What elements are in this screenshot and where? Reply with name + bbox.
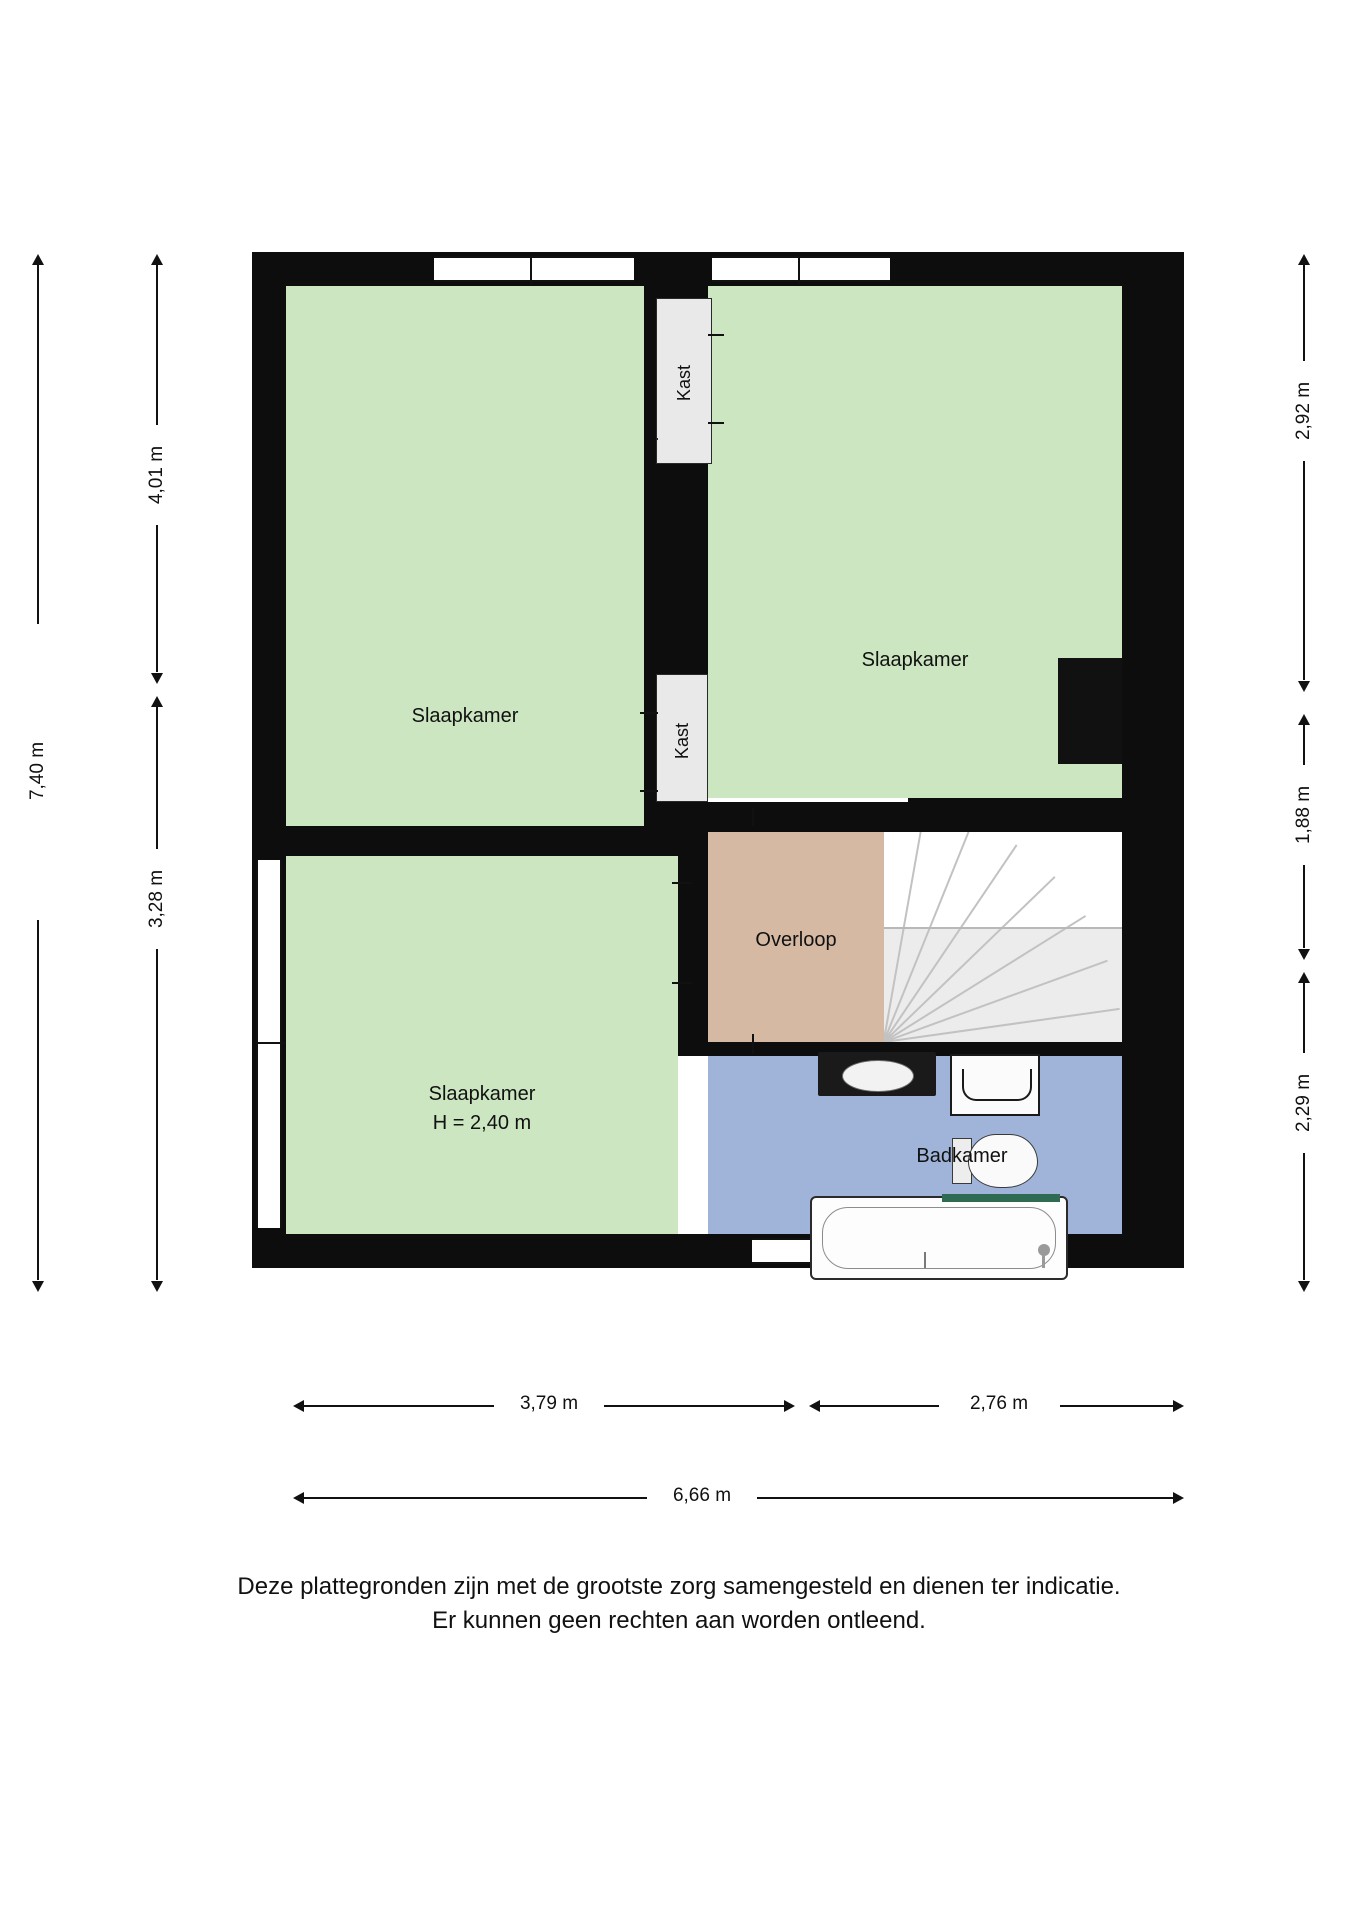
wall-landing-top	[644, 802, 908, 832]
door-mark-landing-left-top	[672, 882, 692, 884]
dimension-bottom-total-label: 6,66 m	[647, 1485, 757, 1507]
closet-door-mark-4	[640, 790, 658, 792]
label-height: H = 2,40 m	[432, 1112, 532, 1134]
window-top-left	[434, 256, 634, 282]
label-bedroom-left-top	[365, 702, 565, 731]
dimension-left-top-label: 4,01 m	[146, 425, 168, 525]
bathtub	[810, 1196, 1068, 1280]
label-text: Kast	[673, 365, 694, 402]
label-closet-lower	[669, 691, 695, 791]
dimension-bottom-right-label: 2,76 m	[944, 1393, 1054, 1415]
dimension-bottom-left-label: 3,79 m	[494, 1393, 604, 1415]
label-bedroom-left-bottom	[382, 1080, 582, 1138]
label-bedroom-right-top	[815, 646, 1015, 675]
wall-bedroom-right-bottom-edge	[908, 798, 1122, 832]
window-top-right	[712, 256, 890, 282]
staircase	[884, 832, 1122, 1042]
closet-door-mark-3	[640, 712, 658, 714]
dimension-right-bottom-label: 2,29 m	[1293, 1053, 1315, 1153]
sink-basin	[842, 1060, 914, 1092]
wall-right	[1122, 252, 1184, 1268]
room-bedroom-left-top	[286, 286, 644, 826]
disclaimer-line-1: Deze plattegronden zijn met de grootste zorg samengesteld en dienen ter indicatie.	[237, 1573, 1121, 1600]
window-left-side	[256, 860, 282, 1228]
disclaimer	[0, 1570, 1358, 1638]
chimney-block	[1058, 658, 1122, 764]
label-text: Badkamer	[916, 1145, 1008, 1167]
dimension-right-middle-label: 1,88 m	[1293, 765, 1315, 865]
washbasin-unit	[950, 1054, 1040, 1116]
label-closet-upper	[671, 333, 697, 433]
dimension-right-top-label: 2,92 m	[1293, 361, 1315, 461]
label-text: Kast	[671, 723, 692, 760]
label-text: Slaapkamer	[411, 705, 519, 727]
stair-winder	[884, 928, 1122, 1042]
label-landing	[696, 926, 896, 955]
closet-door-mark-1	[708, 334, 724, 336]
room-bedroom-left-bottom	[286, 856, 678, 1234]
door-mark-landing-left-bottom	[672, 982, 692, 984]
disclaimer-line-2: Er kunnen geen rechten aan worden ontleend.	[432, 1607, 926, 1635]
label-text: Overloop	[755, 929, 837, 951]
floor-plan-drawing	[252, 252, 1184, 1292]
dimension-left-bottom-label: 3,28 m	[146, 849, 168, 949]
door-mark-bathroom	[752, 1034, 754, 1054]
label-text: Slaapkamer	[861, 649, 969, 671]
wall-closet-divider	[644, 632, 708, 668]
dimension-left-outer-label: 7,40 m	[27, 721, 49, 821]
label-text: Slaapkamer	[428, 1083, 536, 1105]
label-bathroom	[862, 1142, 1062, 1171]
closet-door-mark-2	[708, 422, 724, 424]
closet-lower	[656, 438, 658, 440]
door-mark-bedroom-right	[752, 808, 754, 826]
